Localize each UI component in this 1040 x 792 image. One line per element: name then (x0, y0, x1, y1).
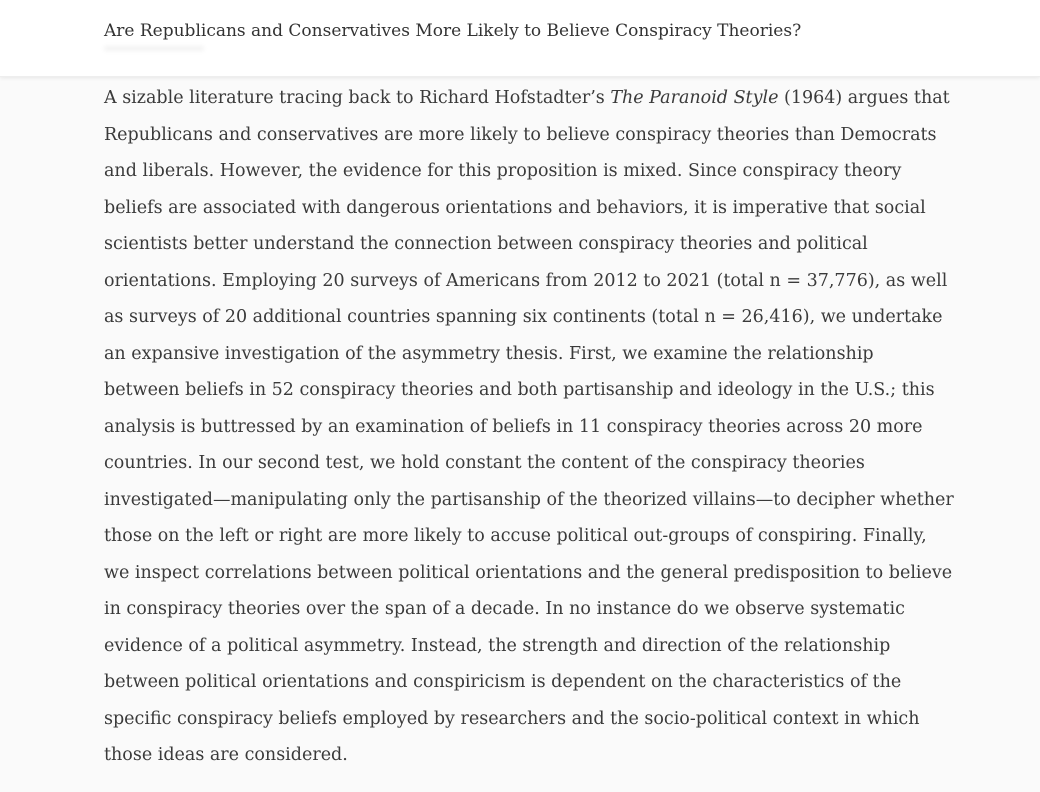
article-header (0, 0, 1040, 77)
article-title: Are Republicans and Conservatives More Likely to Believe Conspiracy Theories? (104, 21, 802, 41)
abstract-text-start: A sizable literature tracing back to Richard Hofstadter’s (104, 88, 611, 108)
abstract-paragraph (104, 80, 954, 774)
abstract-text-rest: (1964) argues that Republicans and conservatives are more likely to believe conspiracy theories than Democrats and liberals. However, the evidence for this proposition is mixed. Since conspiracy theory beliefs are associated with dangerous orientations and behaviors, it is imperative that social scientists better understand the connection between conspiracy theories and political orientations. Employing 20 surveys of Americans from 2012 to 2021 (total n = 37,776), as well as surveys of 20 additional countries spanning six continents (total n = 26,416), we undertake an expansive investigation of the asymmetry thesis. First, we examine the relationship between beliefs in 52 conspiracy theories and both partisanship and ideology in the U.S.; this analysis is buttressed by an examination of beliefs in 11 conspiracy theories across 20 more countries. In our second test, we hold constant the content of the conspiracy theories investigated—manipulating only the partisanship of the theorized villains—to decipher whether those on the left or right are more likely to accuse political out-groups of conspiring. Finally, we inspect correlations between political orientations and the general predisposition to believe in conspiracy theories over the span of a decade. In no instance do we observe systematic evidence of a political asymmetry. Instead, the strength and direction of the relationship between political orientations and conspiricism is dependent on the characteristics of the specific conspiracy beliefs employed by researchers and the socio-political context in which those ideas are considered. (104, 88, 954, 765)
article-body (104, 80, 954, 774)
header-decoration (104, 46, 204, 51)
book-title: The Paranoid Style (610, 88, 779, 108)
